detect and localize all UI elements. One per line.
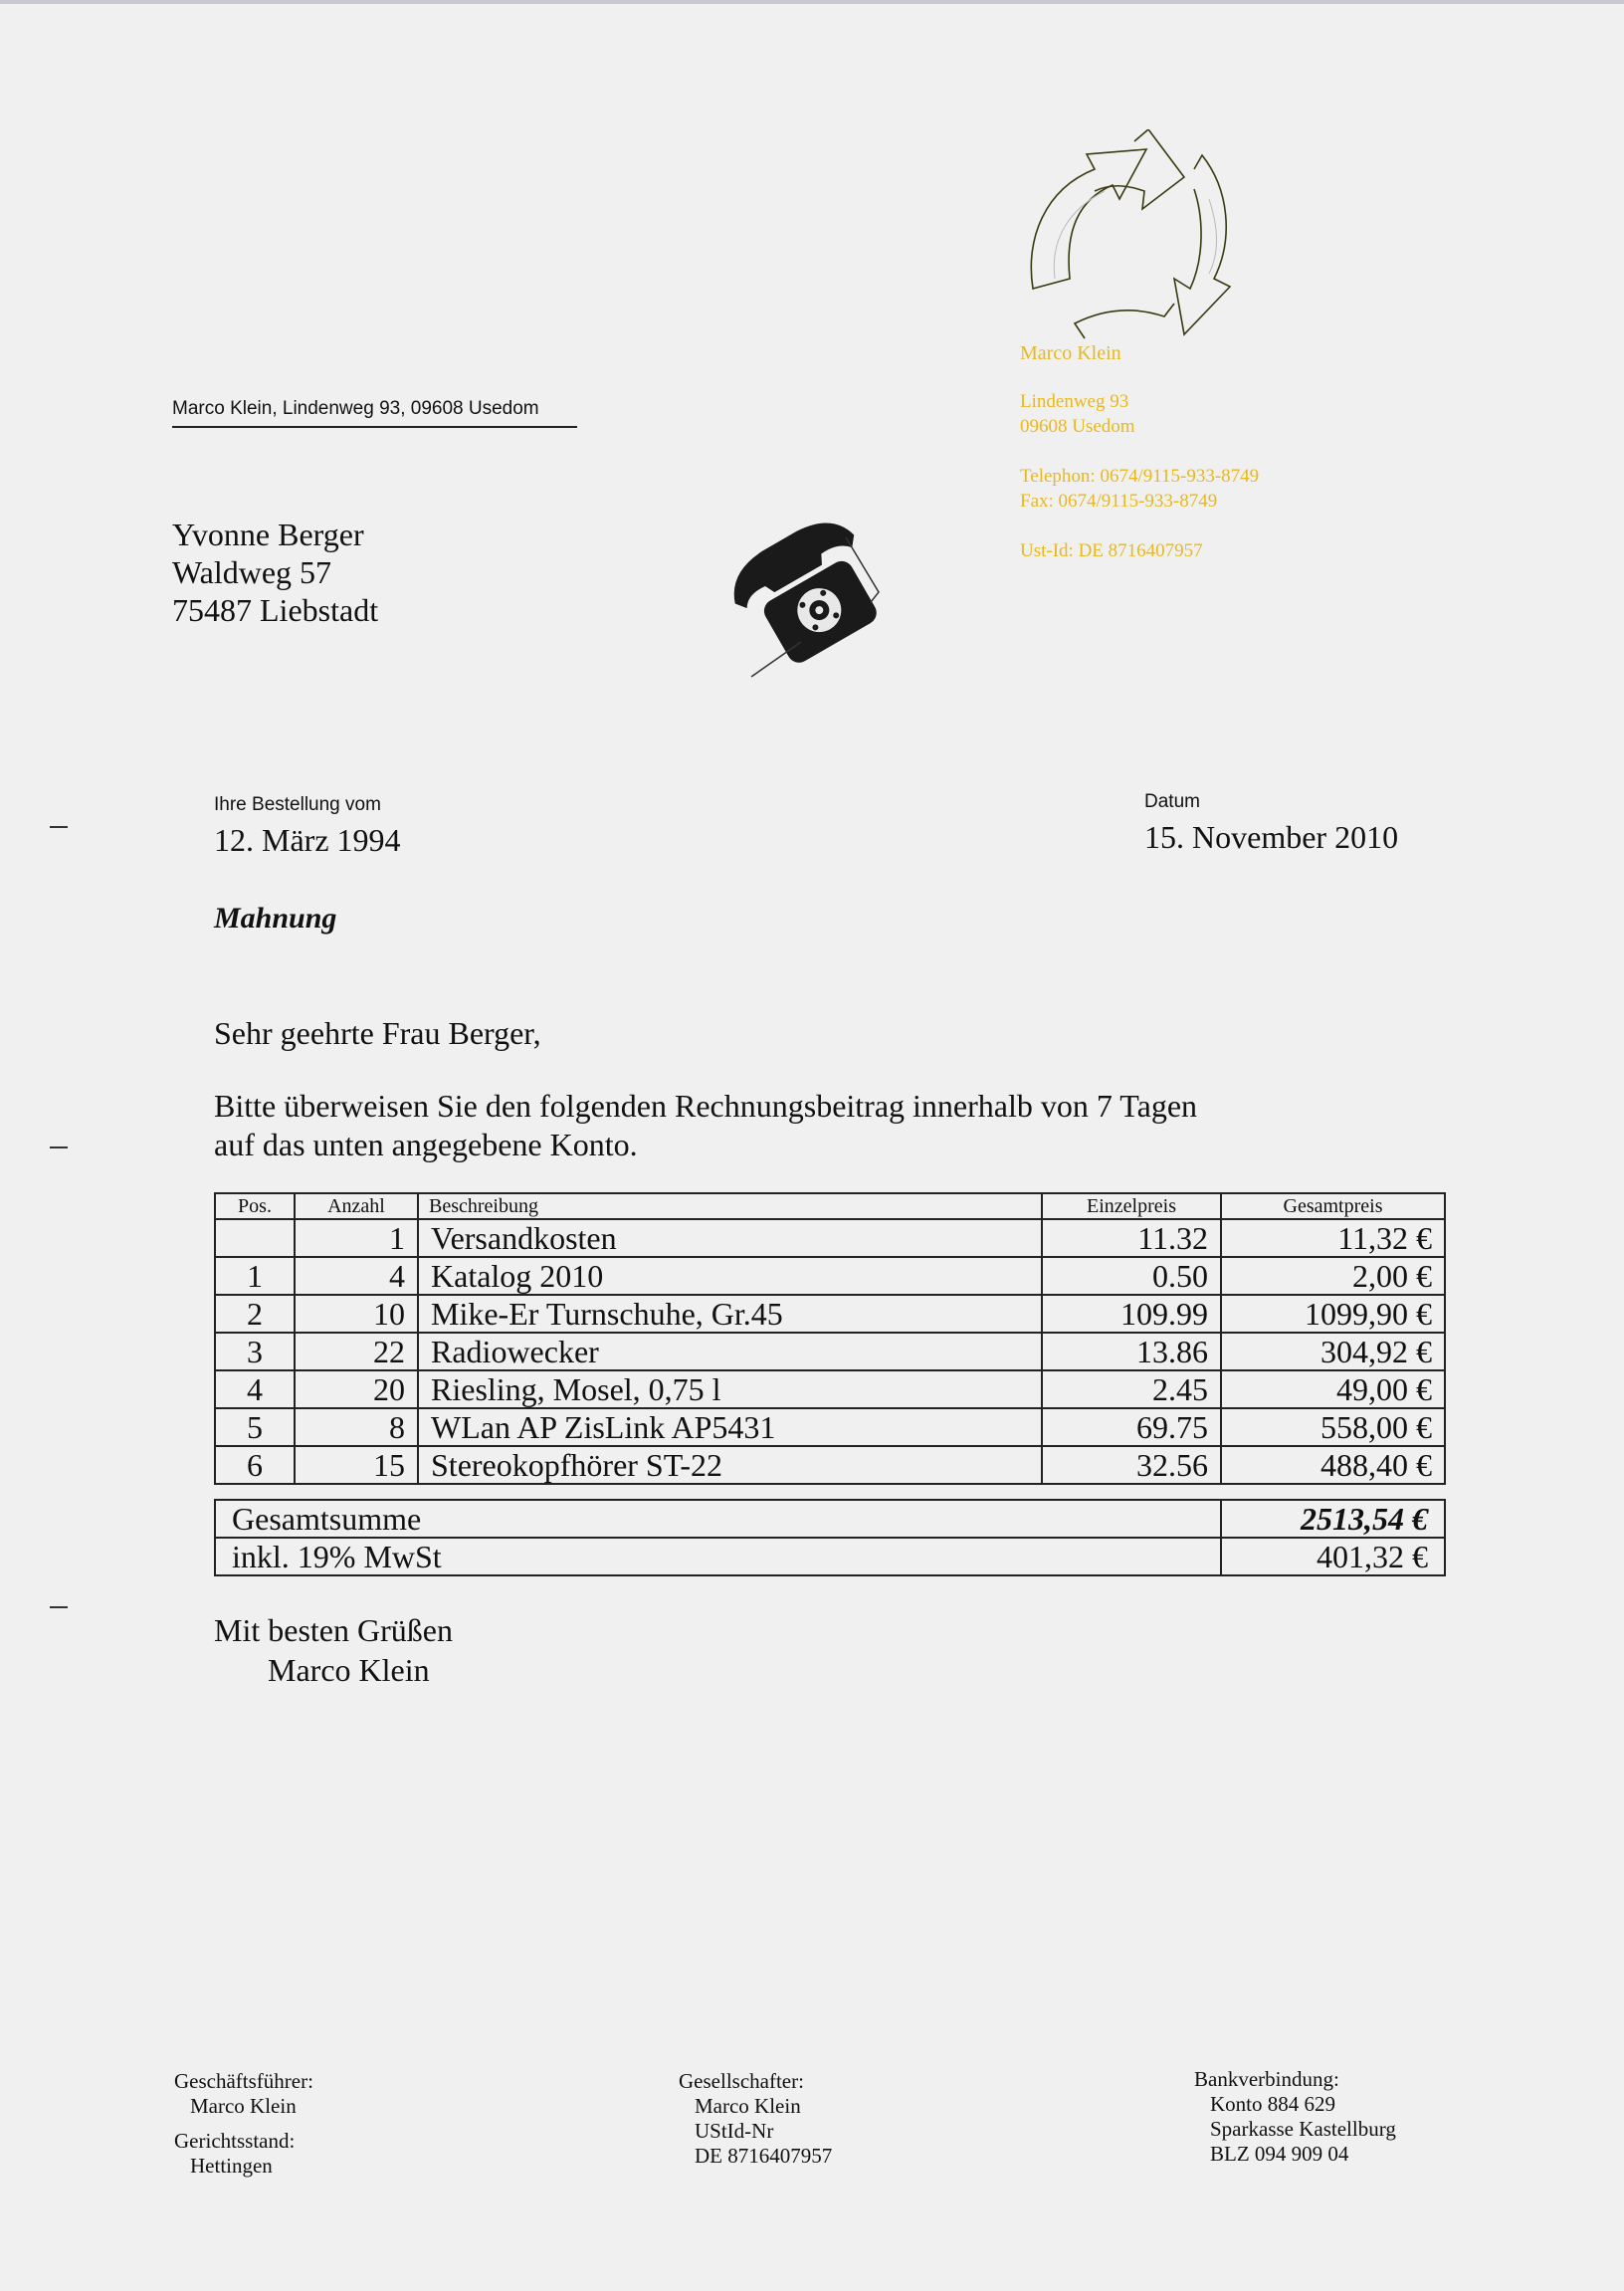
footer-value: Konto 884 629	[1210, 2092, 1335, 2116]
cell-quantity: 1	[295, 1219, 418, 1257]
cell-description: Radiowecker	[418, 1333, 1042, 1370]
fold-mark	[50, 826, 68, 828]
cell-quantity: 15	[295, 1446, 418, 1484]
total-value: 2513,54 €	[1221, 1500, 1445, 1538]
cell-quantity: 4	[295, 1257, 418, 1295]
cell-position: 4	[215, 1370, 295, 1408]
cell-description: Versandkosten	[418, 1219, 1042, 1257]
footer-partner	[679, 2069, 832, 2169]
recycling-arrows-logo-icon	[1025, 129, 1234, 343]
cell-quantity: 22	[295, 1333, 418, 1370]
letterhead-name: Marco Klein	[1020, 342, 1121, 364]
scan-edge	[0, 0, 1624, 4]
punch-mark	[50, 1146, 68, 1148]
table-header-row	[215, 1193, 1445, 1219]
footer-value: Sparkasse Kastellburg	[1210, 2117, 1396, 2141]
letter-date-value: 15. November 2010	[1144, 819, 1399, 855]
footer-bank-details	[1194, 2067, 1396, 2167]
cell-description: WLan AP ZisLink AP5431	[418, 1408, 1042, 1446]
cell-total-price: 2,00 €	[1221, 1257, 1445, 1295]
vat-row	[215, 1538, 1445, 1575]
fold-mark	[50, 1606, 68, 1608]
footer-value: BLZ 094 909 04	[1210, 2142, 1349, 2166]
cell-position: 5	[215, 1408, 295, 1446]
sender-return-address: Marco Klein, Lindenweg 93, 09608 Usedom	[172, 398, 539, 419]
cell-unit-price: 32.56	[1042, 1446, 1221, 1484]
footer-management	[174, 2069, 313, 2179]
cell-position: 1	[215, 1257, 295, 1295]
cell-unit-price: 2.45	[1042, 1370, 1221, 1408]
sender-underline	[172, 426, 577, 428]
cell-unit-price: 13.86	[1042, 1333, 1221, 1370]
cell-unit-price: 69.75	[1042, 1408, 1221, 1446]
vat-label: inkl. 19% MwSt	[215, 1538, 1221, 1575]
cell-total-price: 304,92 €	[1221, 1333, 1445, 1370]
letterhead-city: 09608 Usedom	[1020, 416, 1135, 437]
cell-total-price: 11,32 €	[1221, 1219, 1445, 1257]
recipient-street: Waldweg 57	[172, 554, 332, 590]
cell-description: Stereokopfhörer ST-22	[418, 1446, 1042, 1484]
order-date-label: Ihre Bestellung vom	[214, 794, 381, 815]
cell-quantity: 8	[295, 1408, 418, 1446]
closing-greeting: Mit besten Grüßen	[214, 1612, 453, 1648]
telephone-icon	[721, 508, 891, 687]
footer-value: DE 8716407957	[695, 2144, 833, 2168]
cell-position: 6	[215, 1446, 295, 1484]
letter-date-label: Datum	[1144, 791, 1200, 812]
body-line: Bitte überweisen Sie den folgenden Rechnungsbeitrag innerhalb von 7 Tagen	[214, 1088, 1198, 1124]
cell-unit-price: 0.50	[1042, 1257, 1221, 1295]
recipient-name: Yvonne Berger	[172, 517, 364, 552]
footer-value: Marco Klein	[190, 2094, 297, 2118]
table-row	[215, 1257, 1445, 1295]
vat-value: 401,32 €	[1221, 1538, 1445, 1575]
table-row	[215, 1408, 1445, 1446]
cell-description: Mike-Er Turnschuhe, Gr.45	[418, 1295, 1042, 1333]
footer-value: Marco Klein	[695, 2094, 801, 2118]
closing-signature-name: Marco Klein	[268, 1652, 430, 1688]
column-header-quantity: Anzahl	[295, 1193, 418, 1219]
closing	[214, 1610, 453, 1690]
cell-description: Riesling, Mosel, 0,75 l	[418, 1370, 1042, 1408]
invoice-items-table	[214, 1192, 1446, 1485]
footer-label: Gesellschafter:	[679, 2069, 804, 2093]
table-row	[215, 1295, 1445, 1333]
cell-total-price: 558,00 €	[1221, 1408, 1445, 1446]
salutation: Sehr geehrte Frau Berger,	[214, 1015, 541, 1051]
letterhead-telephone: Telephon: 0674/9115-933-8749	[1020, 466, 1260, 487]
invoice-totals-table	[214, 1499, 1446, 1576]
cell-total-price: 49,00 €	[1221, 1370, 1445, 1408]
table-row	[215, 1219, 1445, 1257]
cell-unit-price: 109.99	[1042, 1295, 1221, 1333]
cell-position: 3	[215, 1333, 295, 1370]
letterhead-fax: Fax: 0674/9115-933-8749	[1020, 491, 1218, 512]
letterhead-ustid: Ust-Id: DE 8716407957	[1020, 540, 1203, 561]
cell-total-price: 1099,90 €	[1221, 1295, 1445, 1333]
column-header-unit-price: Einzelpreis	[1042, 1193, 1221, 1219]
footer-value: UStId-Nr	[695, 2119, 774, 2143]
recipient-address	[172, 516, 378, 629]
subject-line: Mahnung	[214, 902, 337, 935]
table-row	[215, 1446, 1445, 1484]
body-line: auf das unten angegebene Konto.	[214, 1127, 638, 1162]
body-text	[214, 1087, 1468, 1164]
table-row	[215, 1333, 1445, 1370]
column-header-total-price: Gesamtpreis	[1221, 1193, 1445, 1219]
order-date-value: 12. März 1994	[214, 822, 401, 858]
table-row	[215, 1370, 1445, 1408]
cell-quantity: 10	[295, 1295, 418, 1333]
recipient-city: 75487 Liebstadt	[172, 592, 379, 628]
footer-value: Hettingen	[190, 2154, 273, 2178]
footer-label: Geschäftsführer:	[174, 2069, 313, 2093]
column-header-description: Beschreibung	[418, 1193, 1042, 1219]
total-row	[215, 1500, 1445, 1538]
cell-quantity: 20	[295, 1370, 418, 1408]
column-header-pos: Pos.	[215, 1193, 295, 1219]
cell-unit-price: 11.32	[1042, 1219, 1221, 1257]
cell-position: 2	[215, 1295, 295, 1333]
footer-label: Gerichtsstand:	[174, 2129, 296, 2153]
cell-description: Katalog 2010	[418, 1257, 1042, 1295]
letterhead-street: Lindenweg 93	[1020, 391, 1129, 412]
total-label: Gesamtsumme	[215, 1500, 1221, 1538]
cell-total-price: 488,40 €	[1221, 1446, 1445, 1484]
footer-label: Bankverbindung:	[1194, 2067, 1339, 2091]
cell-position	[215, 1219, 295, 1257]
